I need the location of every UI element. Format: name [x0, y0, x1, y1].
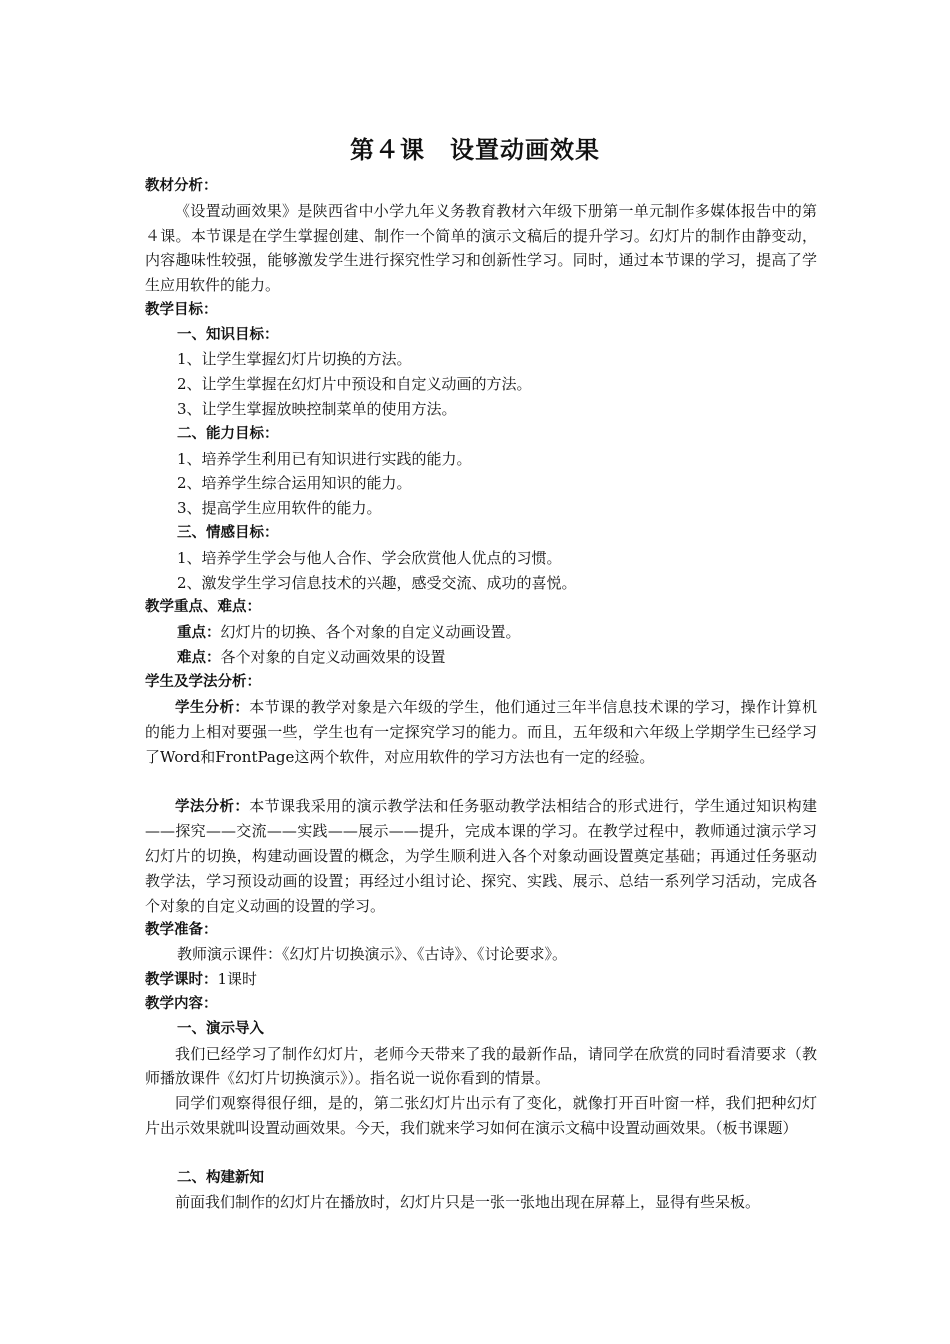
focus-text: 幻灯片的切换、各个对象的自定义动画设置。 — [220, 623, 521, 642]
section-heading-content: 教学内容： — [145, 995, 218, 1012]
subheading-build: 二、构建新知 — [177, 1169, 264, 1186]
subheading-knowledge: 一、知识目标： — [177, 326, 279, 343]
list-item: 1、培养学生学会与他人合作、学会欣赏他人优点的习惯。 — [177, 548, 562, 567]
subheading-emotion: 三、情感目标： — [177, 524, 279, 541]
difficulty-text: 各个对象的自定义动画效果的设置 — [220, 647, 446, 666]
prep-text: 教师演示课件：《幻灯片切换演示》、《古诗》、《讨论要求》。 — [177, 945, 568, 964]
build-paragraph-1: 前面我们制作的幻灯片在播放时，幻灯片只是一张一张地出现在屏幕上，显得有些呆板。 — [175, 1193, 761, 1212]
page-title: 第４课 设置动画效果 — [350, 136, 600, 164]
section-heading-prep: 教学准备： — [145, 921, 218, 938]
document-body — [145, 174, 817, 1215]
list-item: 3、让学生掌握放映控制菜单的使用方法。 — [177, 399, 457, 418]
method-analysis-text: 本节课我采用的演示教学法和任务驱动教学法相结合的形式进行，学生通过知识构建——探究——交流——实践——展示——提升，完成本课的学习。在教学过程中，教师通过演示学习幻灯片的切换，构建动画设置的概念，为学生顺利进入各个对象动画设置奠定基础；再通过任务驱动教学法，学习预设动画的设置；再经过小组讨论、探究、实践、展示、总结一系列学习活动，完成各个对象的自定义动画的设置的学习。 — [145, 796, 818, 915]
student-analysis-text: 本节课的教学对象是六年级的学生，他们通过三年半信息技术课的学习，操作计算机的能力上相对要强一些，学生也有一定探究学习的能力。而且，五年级和六年级上学期学生已经学习了Word和FrontPage这两个软件，对应用软件的学习方法也有一定的经验。 — [145, 697, 818, 767]
analysis-paragraph: 《设置动画效果》是陕西省中小学九年义务教育教材六年级下册第一单元制作多媒体报告中的第４课。本节课是在学生掌握创建、制作一个简单的演示文稿后的提升学习。幻灯片的制作由静变动，内容趣味性较强，能够激发学生进行探究性学习和创新性学习。同时，通过本节课的学习，提高了学生应用软件的能力。 — [145, 201, 817, 295]
list-item: 1、培养学生利用已有知识进行实践的能力。 — [177, 449, 472, 468]
list-item: 2、培养学生综合运用知识的能力。 — [177, 474, 412, 493]
section-heading-goals: 教学目标： — [145, 301, 218, 318]
subheading-intro: 一、演示导入 — [177, 1020, 264, 1037]
list-item: 2、激发学生学习信息技术的兴趣，感受交流、成功的喜悦。 — [177, 573, 577, 592]
student-analysis-paragraph — [145, 695, 817, 794]
section-heading-analysis: 教材分析： — [145, 178, 218, 194]
difficulty-label: 难点： — [177, 649, 221, 666]
hours-label: 教学课时： — [145, 972, 218, 989]
focus-label: 重点： — [177, 625, 221, 642]
difficulty-line — [145, 645, 817, 670]
section-heading-students: 学生及学法分析： — [145, 673, 261, 690]
focus-line — [145, 620, 817, 645]
hours-text: 1课时 — [217, 970, 258, 989]
hours-line — [145, 967, 817, 992]
method-analysis-paragraph — [145, 794, 817, 918]
intro-paragraph-1: 我们已经学习了制作幻灯片，老师今天带来了我的最新作品，请同学在欣赏的同时看清要求（教师播放课件《幻灯片切换演示》）。指名说一说你看到的情景。 — [145, 1044, 817, 1088]
list-item: 1、让学生掌握幻灯片切换的方法。 — [177, 350, 412, 369]
subheading-ability: 二、能力目标： — [177, 425, 279, 442]
list-item: 2、让学生掌握在幻灯片中预设和自定义动画的方法。 — [177, 375, 532, 394]
list-item: 3、提高学生应用软件的能力。 — [177, 499, 382, 518]
method-analysis-label: 学法分析： — [175, 798, 250, 815]
section-heading-keypoints: 教学重点、难点： — [145, 599, 261, 616]
intro-paragraph-2: 同学们观察得很仔细，是的，第二张幻灯片出示有了变化，就像打开百叶窗一样，我们把种幻灯片出示效果就叫设置动画效果。今天，我们就来学习如何在演示文稿中设置动画效果。（板书课题） — [145, 1094, 817, 1137]
student-analysis-label: 学生分析： — [175, 699, 250, 716]
